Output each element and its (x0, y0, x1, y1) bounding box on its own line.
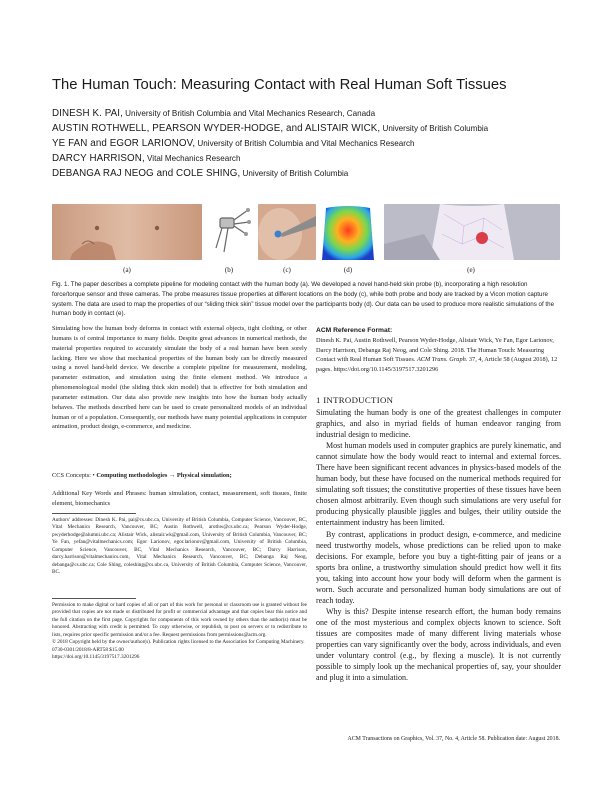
figure-label-b: (b) (224, 266, 234, 274)
reference-heading: ACM Reference Format: (316, 327, 393, 334)
author-affiliation: Vital Mechanics Research (144, 154, 241, 163)
author-names: AUSTIN ROTHWELL, PEARSON WYDER-HODGE, and ALISTAIR WICK, (52, 123, 381, 134)
permission-text: Permission to make digital or hard copies of all or part of this work for personal or classroom use is granted without fee provided that copies are not made or distributed for profit or commercial advantage and that copies bear this notice and the full citation on the first page. Copyrights for components of this work owned by others than the author(s) must be honored. Abstracting with credit is permitted. To copy otherwise, or republish, to post on servers or to redistribute to lists, requires prior specific permission and/or a fee. Request permissions from permissions@acm.org. (52, 602, 307, 638)
figure-panel-c-measurement (258, 204, 316, 260)
ccs-prefix: CCS Concepts: • (52, 472, 97, 479)
author-line (52, 123, 488, 134)
author-line (52, 168, 348, 179)
intro-paragraph: Simulating the human body is one of the greatest challenges in computer graphics, and also in myriad fields of human endeavor ranging from industrial design to medicine. (316, 408, 561, 440)
intro-paragraph: Most human models used in computer graphics are purely kinematic, and cannot simulate how the body would react to internal and external forces. There have been significant recent advances in physics-based models of the human body, but these have focused on the numerical methods required for simulating soft tissues; the constitutive properties of these tissues have been chosen almost arbitrarily. Even though such simulations are very useful for producing physically plausible jiggles and bulges, their utility outside the entertainment industry has been limited. (316, 441, 561, 528)
acm-reference (316, 327, 561, 374)
figure-label-e: (e) (467, 266, 475, 274)
introduction-body (316, 407, 561, 683)
figure-panel-d-property-map (320, 204, 376, 260)
permission-notice (52, 602, 307, 662)
figure-caption: Fig. 1. The paper describes a complete pipeline for modeling contact with the human body (a). We developed a novel hand-held skin probe (b), incorporating a high resolution force/torque sensor and three cameras. The probe measures tissue properties at different locations on the body (c), while both probe and body are tracked by a Vicon motion capture system. The data are used to map the properties of our “sliding thick skin” tissue model over the participants body (d). Our data can be used to produce more realistic simulations of the human body in contact (e). (52, 281, 555, 318)
ccs-concepts (52, 471, 307, 481)
footnote-rule (52, 598, 136, 599)
author-names: DARCY HARRISON, (52, 153, 145, 164)
issn-line: 0730-0301/2018/8-ART58 $15.00 (52, 646, 124, 653)
author-names: DINESH K. PAI, (52, 108, 123, 119)
doi-link[interactable]: https://doi.org/10.1145/3197517.3201296 (52, 654, 140, 661)
ccs-concept-list: Computing methodologies → Physical simulation; (96, 472, 232, 479)
author-line (52, 153, 240, 164)
copyright-line: © 2018 Copyright held by the owner/author(s). Publication rights licensed to the Association for Computing Machinery. (52, 639, 305, 646)
paper-title: The Human Touch: Measuring Contact with Real Human Soft Tissues (52, 77, 507, 93)
figure-label-d: (d) (343, 266, 353, 274)
author-addresses: Authors’ addresses: Dinesh K. Pai, pai@cs.ubc.ca, University of British Columbia, Computer Science, Vancouver, BC, Vital Mechanics Research, Vancouver, BC; Austin Rothwell, arothw@cs.ubc.ca; Pearson Wyder-Hodge, pwyderhodge@alumni.ubc.ca; Alistair Wick, alistair.wk@gmail.com, University of British Columbia, Vancouver, BC; Ye Fan, yefan@vitalmechanics.com; Egor Larionov, egor.larionov@gmail.com, University of British Columbia, Computer Science, Vancouver, BC, Vital Mechanics Research, Vancouver, BC; Darcy Harrison, darcy.harrison@vitalmechanics.com, Vital Mechanics Research, Vancouver, BC; Debanga Raj Neog, debanga@cs.ubc.ca; Cole Shing, coleshing@cs.ubc.ca, University of British Columbia, Computer Science, Vancouver, BC. (52, 517, 307, 576)
keywords: Additional Key Words and Phrases: human simulation, contact, measurement, soft tissues, finite element, biomechanics (52, 490, 307, 507)
section-heading-introduction: 1 INTRODUCTION (316, 395, 394, 405)
author-names: YE FAN and EGOR LARIONOV, (52, 138, 196, 149)
author-affiliation: University of British Columbia (240, 169, 349, 178)
reference-journal: ACM Trans. Graph. (416, 356, 468, 363)
figure-panel-e-simulation (384, 204, 560, 260)
intro-paragraph: Why is this? Despite intense research effort, the human body remains one of the most mysterious and complex objects known to science. Soft tissues are composites made of many different living materials whose properties can vary significantly over the body, across individuals, and even under voluntary control (e.g., by flexing a muscle). It is not currently possible to simply look up the mechanical properties of, say, your shoulder and plug it into a simulation. (316, 606, 561, 683)
reference-authors: Dinesh K. Pai, Austin Rothwell, Pearson Wyder-Hodge, Alistair Wick, Ye Fan, Egor Larionov, Darcy Harrison, Debanga Raj Neog, and Cole Shing. 2018. The Human Touch: Measuring Contact with Real Human Soft Tissues. (316, 337, 554, 363)
footnote-rule (52, 513, 136, 514)
author-affiliation: University of British Columbia (380, 124, 489, 133)
abstract: Simulating how the human body deforms in contact with external objects, tight clothing, or other humans is of central importance to many fields. Despite great advances in numerical methods, the material properties required to accurately simulate the body of a real human have been sorely lacking. Here we show that mechanical properties of the human body can be directly measured using a novel hand-held device. We describe a complete pipeline for measurement, modeling, parameter estimation, and simulation using the finite element method. We introduce a phenomenological model (the sliding thick skin model) that is effective for both simulation and parameter estimation. Our data also provide new insights into how the human body actually behaves. The methods described here can be used to create personalized models of an individual human or of a population. Consequently, our methods have many potential applications in computer animation, product design, e-commerce, and medicine. (52, 325, 307, 431)
author-names: DEBANGA RAJ NEOG and COLE SHING, (52, 168, 241, 179)
author-affiliation: University of British Columbia and Vital Mechanics Research, Canada (122, 109, 376, 118)
author-line (52, 108, 375, 119)
intro-paragraph: By contrast, applications in product design, e-commerce, and medicine need trustworthy models, whose predictions can be relied upon to make decisions. For example, before you buy a tight-fitting pair of jeans or a sports bra online, a trustworthy simulation should predict how well it fits you, taking into account how your body will deform when the garment is worn. Such accurate and personalized human body simulations are out of reach today. (316, 529, 561, 605)
figure-panel-b-probe (206, 204, 252, 260)
figure-label-c: (c) (283, 266, 291, 274)
figure-panel-a-photo (52, 204, 202, 260)
reference-text (316, 336, 561, 374)
author-line (52, 138, 415, 149)
author-affiliation: University of British Columbia and Vital Mechanics Research (195, 139, 415, 148)
figure-label-a: (a) (123, 266, 131, 274)
reference-details: 37, 4, Article 58 (August 2018), 12 pages. https://doi.org/10.1145/3197517.3201296 (316, 356, 558, 373)
page-footer: ACM Transactions on Graphics, Vol. 37, No. 4, Article 58. Publication date: August 2018. (347, 736, 560, 742)
